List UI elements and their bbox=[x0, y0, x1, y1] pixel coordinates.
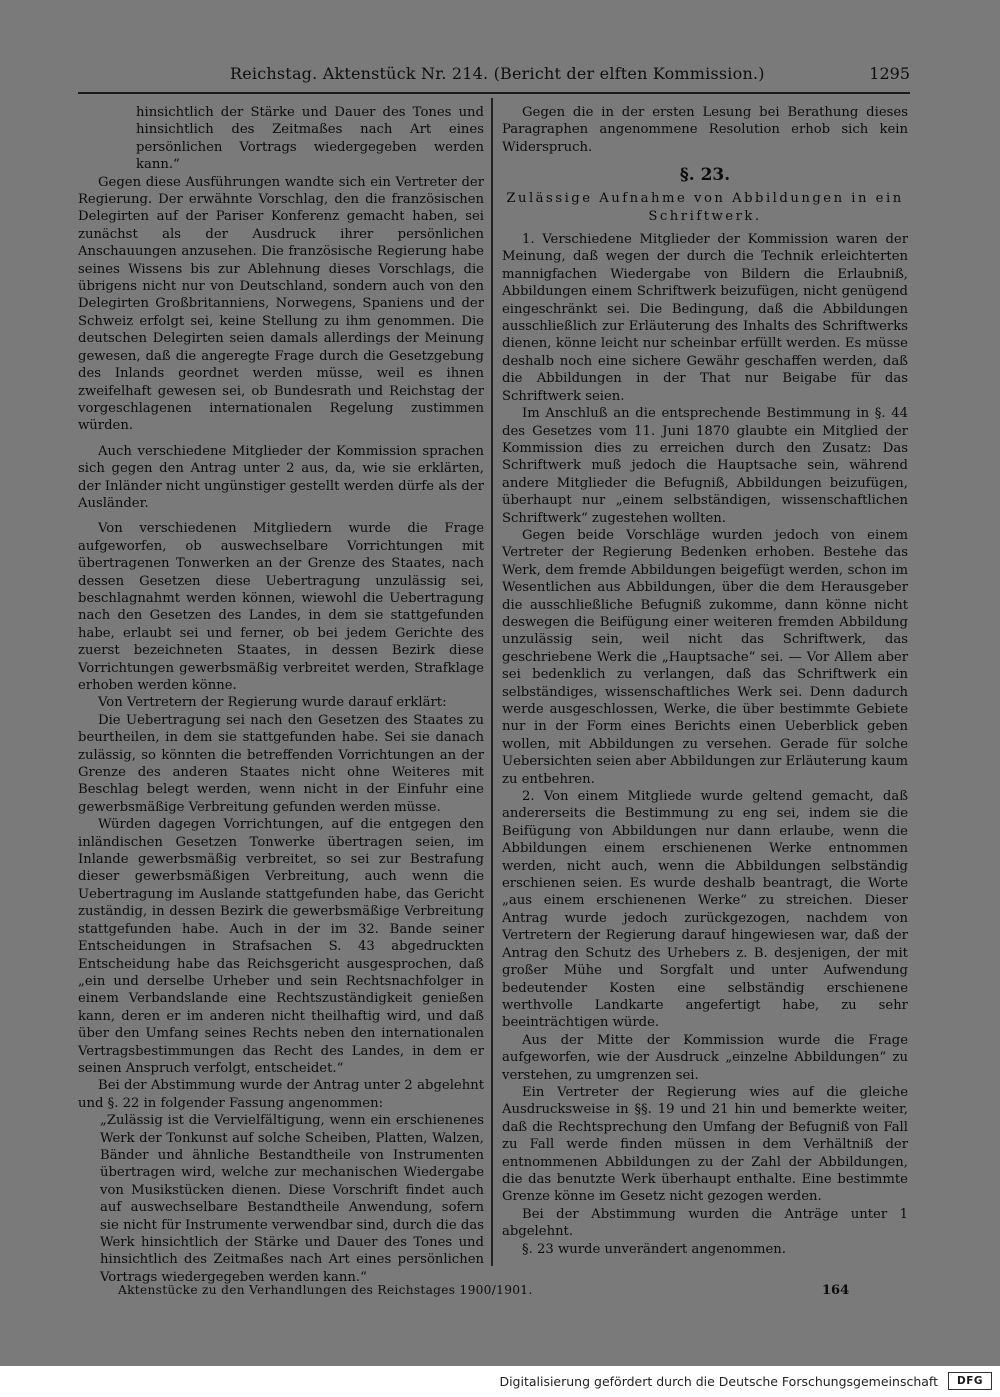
paragraph: Bei der Abstimmung wurden die Anträge unter 1 abgelehnt. bbox=[502, 1206, 908, 1240]
header-title: Reichstag. Aktenstück Nr. 214. (Bericht der elften Kommission.) bbox=[230, 64, 765, 83]
left-column bbox=[78, 104, 484, 1286]
paragraph: Ein Vertreter der Regierung wies auf die gleiche Ausdrucksweise in §§. 19 und 21 hin und bemerkte weiter, daß die Rechtsprechung den Umfang der Befugniß von Fall zu Fall werde finden müssen in dem Verhältniß der entnommenen Abbildungen zu der Zahl der Abbildungen, die das benutzte Werk überhaupt enthalte. Eine bestimmte Grenze könne im Gesetz nicht gezogen werden. bbox=[502, 1084, 908, 1205]
section-heading: §. 23. bbox=[679, 165, 731, 186]
section-subheading: Zulässige Aufnahme von Abbildungen in ein Schriftwerk. bbox=[506, 191, 904, 224]
paragraph: §. 23 wurde unverändert angenommen. bbox=[522, 1241, 786, 1257]
header-rule bbox=[78, 92, 910, 94]
running-header bbox=[230, 64, 910, 86]
paragraph: hinsichtlich der Stärke und Dauer des Tones und hinsichtlich des Zeitmaßes nach Art eines persönlichen Vortrags wiedergegeben werden kann.“ bbox=[136, 105, 484, 173]
credit-text: Digitalisierung gefördert durch die Deutsche Forschungsgemeinschaft bbox=[499, 1374, 938, 1389]
paragraph: Bei der Abstimmung wurde der Antrag unter 2 abgelehnt und §. 22 in folgender Fassung angenommen: bbox=[78, 1078, 484, 1111]
right-column bbox=[502, 104, 908, 1258]
paragraph: 2. Von einem Mitgliede wurde geltend gemacht, daß andererseits die Bestimmung zu eng sei, indem sie die Beifügung von Abbildungen nur dann erlaube, wenn die Abbildungen einem erschienenen Werke entnommen werden, nicht auch, wenn die Abbildungen selbständig erschienen seien. Es wurde deshalb beantragt, die Worte „aus einem erschienenen Werke“ zu streichen. Dieser Antrag wurde jedoch zurückgezogen, nachdem von Vertretern der Regierung darauf hingewiesen war, daß der Antrag den Schutz des Urhebers z. B. desjenigen, der mit großer Mühe und Sorgfalt und unter Aufwendung bedeutender Kosten eine selbständig erschienene werthvolle Landkarte angefertigt habe, zu sehr beeinträchtigen würde. bbox=[502, 789, 908, 1031]
paragraph: Gegen diese Ausführungen wandte sich ein Vertreter der Regierung. Der erwähnte Vorschlag, den die französischen Delegirten auf der Pariser Konferenz gemacht haben, sei zunächst als der Ausdruck ihrer persönlichen Anschauungen anzusehen. Die französische Regierung habe seines Wissens bis zur Ablehnung dieses Vorschlags, die übrigens nicht nur von Deutschland, sondern auch von den Delegirten Großbritanniens, Norwegens, Spaniens und der Schweiz erfolgt sei, keine Stellung zu ihm genommen. Die deutschen Delegirten seien damals allerdings der Meinung gewesen, daß die angeregte Frage durch die Gesetzgebung des Inlands geordnet werden müsse, weil es ihnen zweifelhaft gewesen sei, ob Bundesrath und Reichstag der vorgeschlagenen internationalen Regelung zustimmen würden. bbox=[78, 174, 484, 434]
paragraph: Gegen die in der ersten Lesung bei Berathung dieses Paragraphen angenommene Resolution erhob sich kein Widerspruch. bbox=[502, 105, 908, 155]
dfg-logo-icon: DFG bbox=[948, 1372, 992, 1390]
paragraph: Von verschiedenen Mitgliedern wurde die Frage aufgeworfen, ob auswechselbare Vorrichtungen mit übertragenen Tonwerken an der Grenze des Staates, nach dessen Gesetzen diese Uebertragung unzulässig sei, beschlagnahmt werden können, wiewohl die Uebertragung nach den Gesetzen des Landes, in dem sie stattgefunden habe, erlaubt sei und ferner, ob bei jedem Gerichte des zuerst bezeichneten Staates, in dessen Bezirk diese Vorrichtungen gewerbsmäßig verbreitet werden, Strafklage erhoben werden könne. bbox=[78, 521, 484, 693]
paragraph: Die Uebertragung sei nach den Gesetzen des Staates zu beurtheilen, in dem sie stattgefunden habe. Sei sie danach zulässig, so könnten die betreffenden Vorrichtungen an der Grenze des anderen Staates nicht ohne Weiteres mit Beschlag belegt werden, wenn nicht in der Einfuhr eine gewerbsmäßige Verbreitung gefunden werden müsse. bbox=[78, 712, 484, 815]
paragraph: 1. Verschiedene Mitglieder der Kommission waren der Meinung, daß wegen der durch die Technik erleichterten mannigfachen Wiedergabe von Bildern die Erlaubniß, Abbildungen einem Schriftwerk beizufügen, nicht genügend eingeschränkt sei. Die Bedingung, daß die Abbildungen ausschließlich zur Erläuterung des Inhalts des Schriftwerks dienen, könne leicht nur scheinbar erfüllt werden. Es müsse deshalb noch eine sichere Gewähr geschaffen werden, daß die Abbildungen in der That nur Beigabe für das Schriftwerk seien. bbox=[502, 232, 908, 404]
footer-source: Aktenstücke zu den Verhandlungen des Reichstages 1900/1901. bbox=[118, 1283, 533, 1297]
paragraph: Gegen beide Vorschläge wurden jedoch von einem Vertreter der Regierung Bedenken erhoben. Bestehe das Werk, dem fremde Abbildungen beigefügt werden, schon im Wesentlichen aus Abbildungen, über die dem Herausgeber die ausschließliche Befugniß zukomme, dann könne nicht deswegen die Beifügung einer weiteren fremden Abbildung unzulässig sein, weil nicht das Schriftwerk, das geschriebene Werk die „Hauptsache“ sei. — Vor Allem aber sei bedenklich zu verlangen, daß das Schriftwerk ein selbständiges, wissenschaftliches Werk sei. Denn dadurch werde ausgeschlossen, Werke, die über bestimmte Gebiete nur in der Form eines Berichts einen Ueberblick geben wollen, mit Abbildungen zu versehen. Gerade für solche Uebersichten seien aber Abbildungen zur Erläuterung kaum zu entbehren. bbox=[502, 527, 908, 787]
footer-signature: 164 bbox=[822, 1283, 850, 1298]
paragraph: Im Anschluß an die entsprechende Bestimmung in §. 44 des Gesetzes vom 11. Juni 1870 glaubte ein Mitglied der Kommission dies zu erreichen durch den Zusatz: Das Schriftwerk muß jedoch die Hauptsache sein, während andere Mitglieder die Befugniß, Abbildungen beizufügen, überhaupt nur „einem selbständigen, wissenschaftlichen Schriftwerk“ zugestehen wollten. bbox=[502, 406, 908, 526]
quoted-law-text: „Zulässig ist die Vervielfältigung, wenn ein erschienenes Werk der Tonkunst auf solche Scheiben, Platten, Walzen, Bänder und ähnliche Bestandtheile von Instrumenten übertragen wird, welche zur mechanischen Wiedergabe von Musikstücken dienen. Diese Vorschrift findet auch auf auswechselbare Bestandtheile Anwendung, sofern sie nicht für Instrumente verwendbar sind, durch die das Werk hinsichtlich der Stärke und Dauer des Tones und hinsichtlich des Zeitmaßes nach Art eines persönlichen Vortrags wiedergegeben werden kann.“ bbox=[100, 1113, 484, 1285]
page-number: 1295 bbox=[869, 64, 910, 83]
column-divider bbox=[491, 98, 493, 1266]
paragraph: Würden dagegen Vorrichtungen, auf die entgegen den inländischen Gesetzen Tonwerke übertragen seien, im Inlande gewerbsmäßig verbreitet, so sei zur Bestrafung dieser gewerbsmäßigen Verbreitung, auch wenn die Uebertragung im Auslande stattgefunden habe, das Gericht zuständig, in dessen Bezirk die gewerbsmäßige Verbreitung stattgefunden habe. Auch in der im 32. Bande seiner Entscheidungen in Strafsachen S. 43 abgedruckten Entscheidung habe das Reichsgericht ausgesprochen, daß „ein und derselbe Urheber und sein Rechtsnachfolger in einem Verbandslande eine Rechtszuständigkeit genießen kann, deren er im anderen nicht theilhaftig wird, und daß über den Umfang seines Rechts neben den internationalen Vertragsbestimmungen das Recht des Landes, in dem er seinen Anspruch verfolgt, entscheidet.“ bbox=[78, 817, 484, 1076]
paragraph: Aus der Mitte der Kommission wurde die Frage aufgeworfen, wie der Ausdruck „einzelne Abbildungen“ zu verstehen, zu umgrenzen sei. bbox=[502, 1032, 908, 1083]
credit-bar bbox=[0, 1366, 1000, 1397]
paragraph: Von Vertretern der Regierung wurde darauf erklärt: bbox=[98, 695, 447, 711]
paragraph: Auch verschiedene Mitglieder der Kommission sprachen sich gegen den Antrag unter 2 aus, da, wie sie erklärten, der Inländer nicht ungünstiger gestellt werden dürfe als der Ausländer. bbox=[78, 443, 484, 511]
